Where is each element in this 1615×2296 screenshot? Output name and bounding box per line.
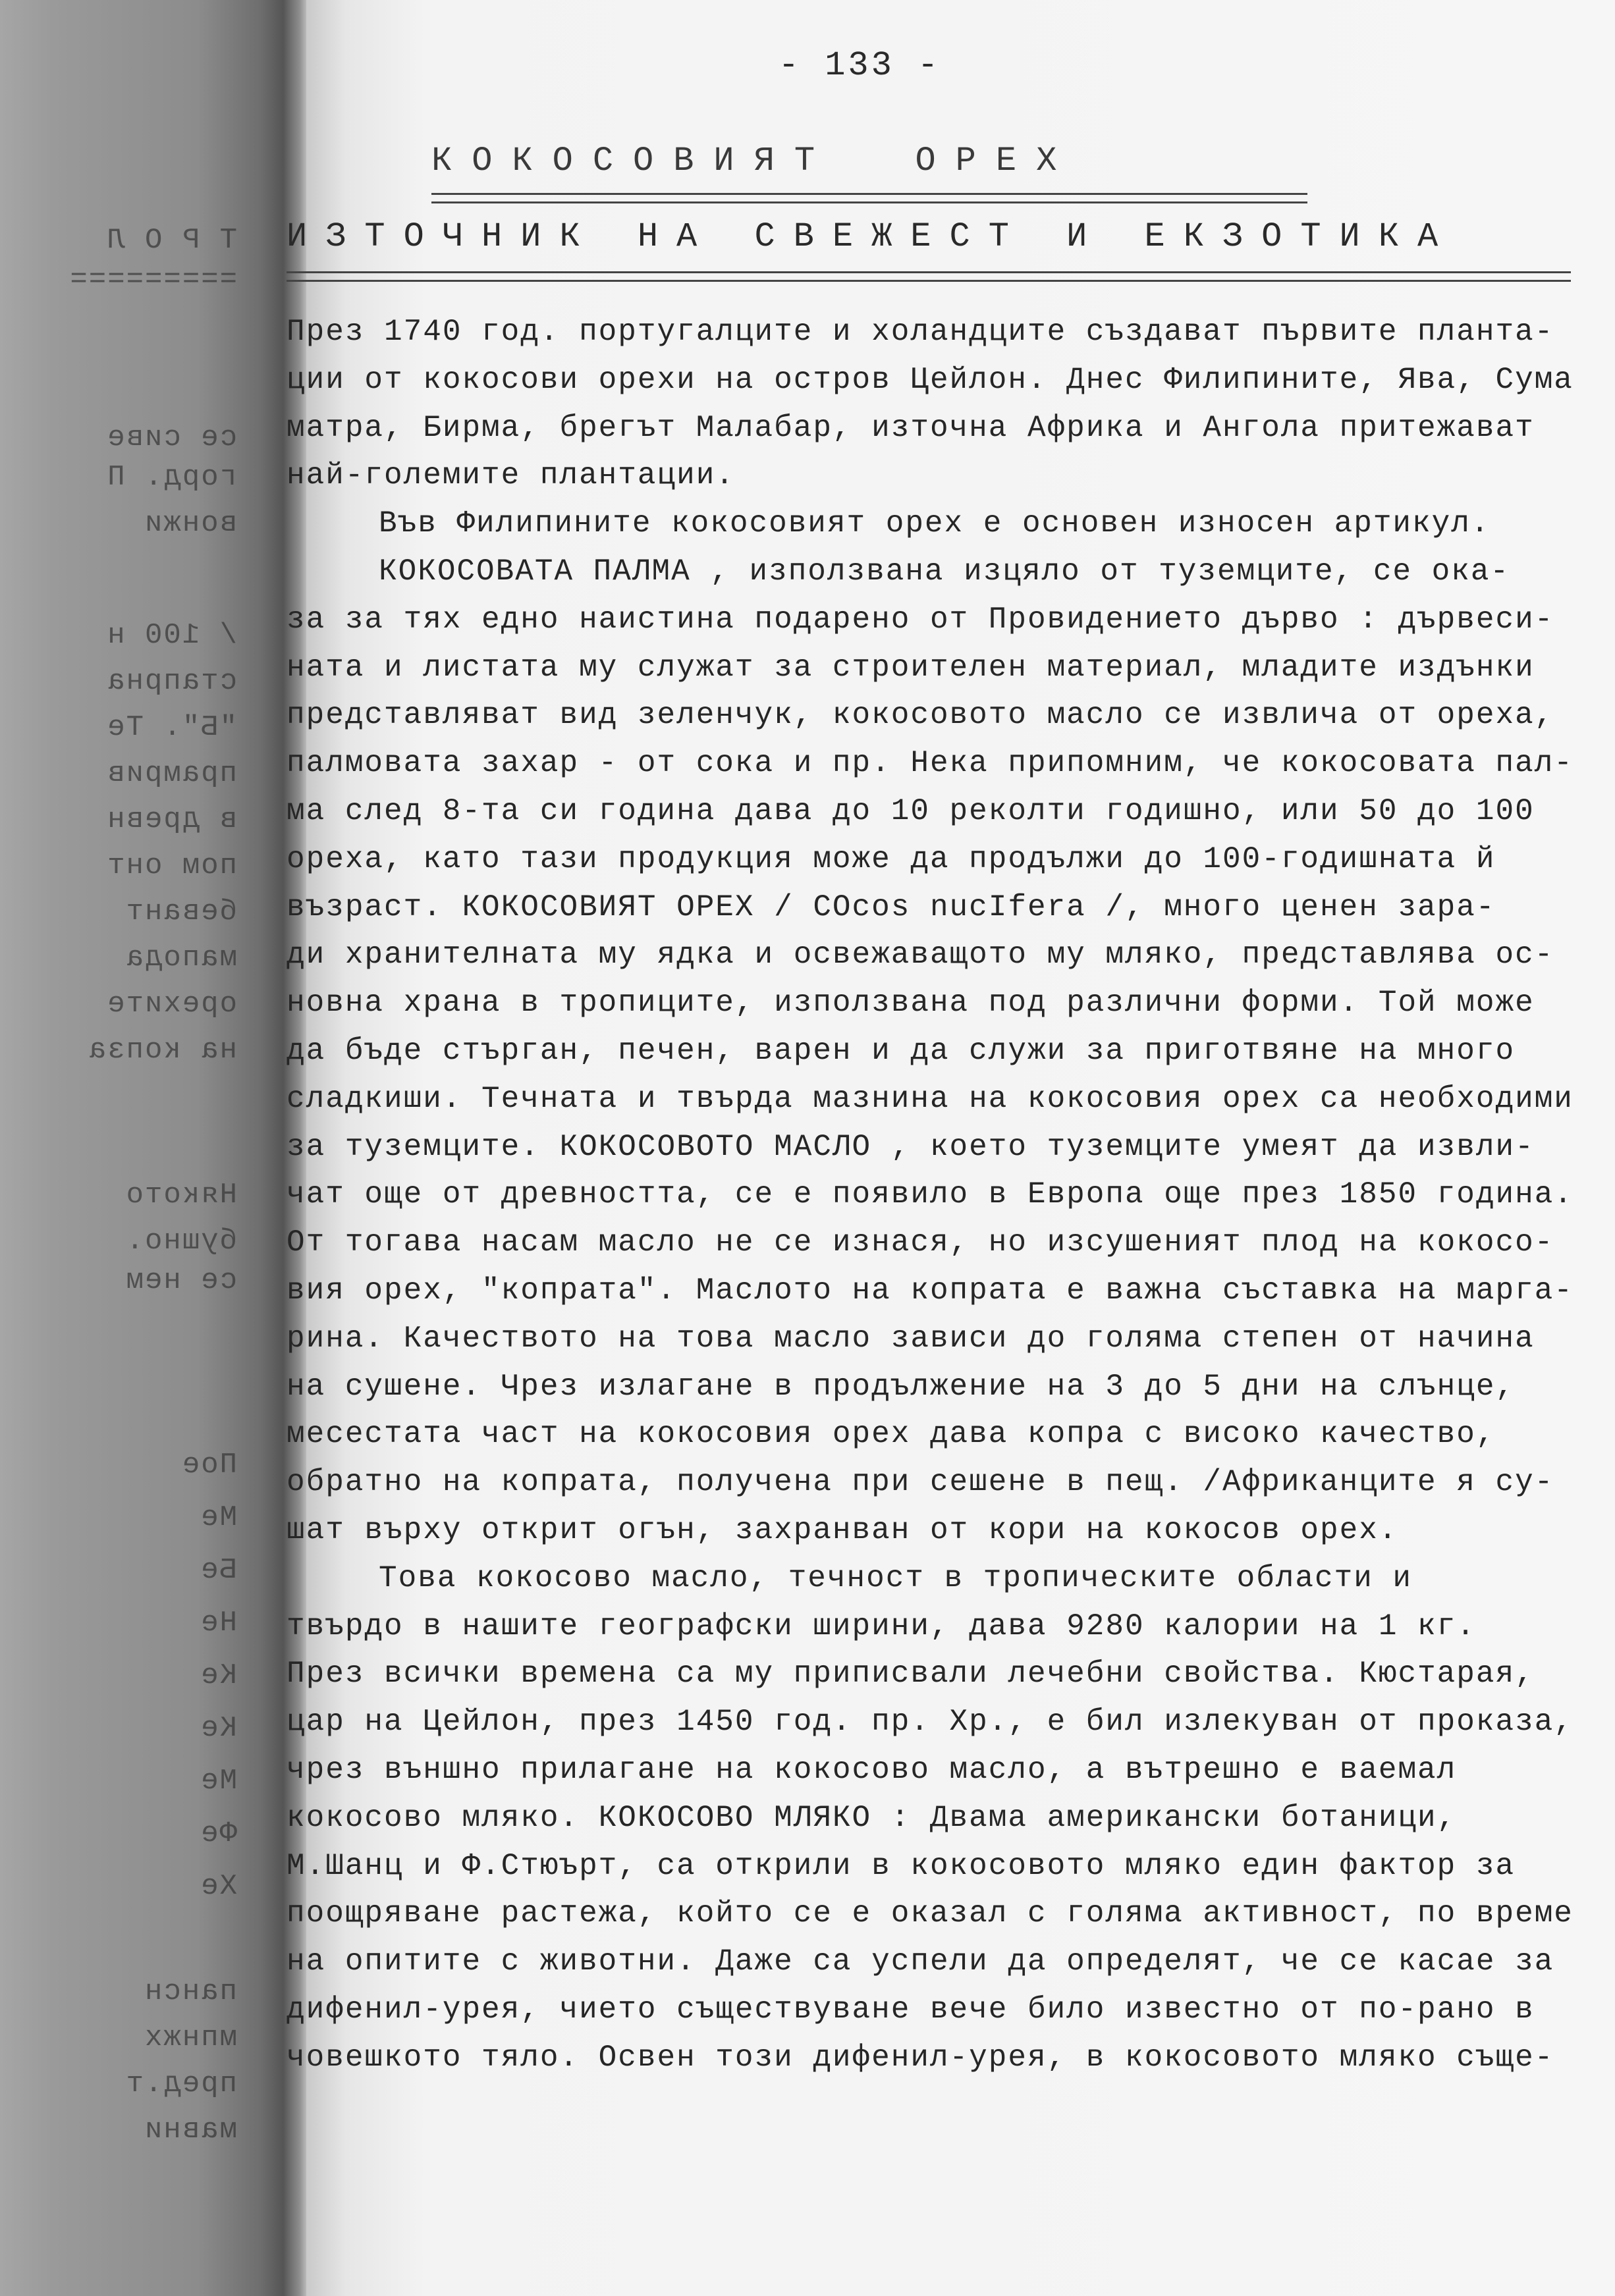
text-line: най-големите плантации. <box>287 458 735 493</box>
facing-text-line: Ке <box>200 1659 237 1692</box>
text-line: поощряване растежа, който се е оказал с голяма активност, по време <box>287 1896 1574 1931</box>
text-line: кокосово мляко. КОКОСОВО МЛЯКО : Двама американски ботаници, <box>287 1800 1457 1835</box>
facing-text-line: Не <box>200 1607 237 1640</box>
document-page <box>287 0 1615 2296</box>
text-line: чрез външно прилагане на кокосово масло, а вътрешно е ваемал <box>287 1752 1457 1787</box>
text-line: представляват вид зеленчук, кокосовото масло се извлича от ореха, <box>287 698 1554 733</box>
text-line: ната и листата му служат за строителен материал, младите издънки <box>287 650 1535 685</box>
facing-text-line: пансн <box>143 1975 237 2008</box>
facing-text-line: мпнжх <box>143 2021 237 2054</box>
text-line: възраст. КОКОСОВИЯТ ОРЕХ / COcos nucIfera /, много ценен зара- <box>287 890 1496 924</box>
body-text <box>287 308 1577 2081</box>
text-line: новна храна в тропиците, използвана под различни форми. Той може <box>287 986 1535 1021</box>
text-line: твърдо в нашите географски ширини, дава 9280 калории на 1 кг. <box>287 1609 1476 1643</box>
text-line: за туземците. КОКОСОВОТО МАСЛО , което туземците умеят да извли- <box>287 1129 1535 1164</box>
text-line: Във Филипините кокосовият орех е основен износен артикул. <box>379 506 1491 541</box>
text-line: От тогава насам масло не се изнася, но изсушеният плод на кокосо- <box>287 1225 1554 1260</box>
page-number: - 133 - <box>778 46 941 85</box>
facing-text-line: / 100 н <box>106 619 237 652</box>
text-line: рина. Качеството на това масло зависи до голяма степен от начина <box>287 1321 1535 1356</box>
text-line: Това кокосово масло, течност в тропическите области и <box>379 1561 1413 1595</box>
text-line: обратно на копрата, получена при сешене в пещ. /Африканците я су- <box>287 1465 1554 1500</box>
text-line: ди хранителната му ядка и освежаващото му мляко, представлява ос- <box>287 938 1554 973</box>
facing-text-line: се нем <box>124 1264 237 1297</box>
text-line: шат върху открит огън, захранван от кори на кокосов орех. <box>287 1512 1398 1547</box>
facing-text-line: Бе <box>200 1554 237 1587</box>
text-line: цар на Цейлон, през 1450 год. пр. Хр., е бил излекуван от проказа, <box>287 1705 1574 1740</box>
facing-text-line: орехите <box>106 988 237 1021</box>
text-line: да бъде стърган, печен, варен и да служи за приготвяне на много <box>287 1033 1516 1068</box>
title-line-2: ИЗТОЧНИК НА СВЕЖЕСТ И ЕКЗОТИКА <box>287 217 1457 256</box>
text-line: През всички времена са му приписвали лечебни свойства. Кюстарая, <box>287 1657 1535 1692</box>
text-line: палмовата захар - от сока и пр. Нека припомним, че кокосовата пал- <box>287 746 1574 781</box>
facing-text-line: горд. П <box>106 461 237 494</box>
title-underline-2 <box>287 271 1571 282</box>
title-line-1: КОКОСОВИЯТ ОРЕХ <box>431 142 1077 180</box>
text-line: на опитите с животни. Даже са успели да определят, че се касае за <box>287 1944 1554 1979</box>
text-line: През 1740 год. португалците и холандците създават първите планта- <box>287 315 1554 349</box>
text-line: ции от кокосови орехи на остров Цейлон. Днес Филипините, Ява, Сума <box>287 362 1574 397</box>
facing-text-line: вонжи <box>143 507 237 540</box>
text-line: М.Шанц и Ф.Стюърт, са открили в кокосовото мляко един фактор за <box>287 1848 1516 1883</box>
facing-text-line: ========= <box>68 263 237 296</box>
facing-text-line: прамрив <box>106 757 237 790</box>
facing-text-line: на копза <box>87 1034 237 1067</box>
text-line: месестата част на кокосовия орех дава копра с високо качество, <box>287 1417 1496 1452</box>
facing-text-line: в древн <box>106 803 237 836</box>
text-line: дифенил-урея, чието съществуване вече било известно от по-рано в <box>287 1992 1535 2027</box>
facing-text-line: Ме <box>200 1501 237 1534</box>
facing-text-line: мапода <box>124 942 237 974</box>
text-line: КОКОСОВАТА ПАЛМА , използвана изцяло от туземците, се ока- <box>379 554 1510 589</box>
facing-text-line: Т Р О Л <box>106 224 237 257</box>
text-line: матра, Бирма, брегът Малабар, източна Африка и Ангола притежават <box>287 410 1535 445</box>
facing-text-line: бевант <box>124 895 237 928</box>
facing-text-line: Пое <box>180 1449 237 1482</box>
facing-text-line: мавни <box>143 2114 237 2147</box>
text-line: вия орех, "копрата". Маслото на копрата е важна съставка на марга- <box>287 1273 1574 1308</box>
text-line: сладкиши. Течната и твърда мазнина на кокосовия орех са необходими <box>287 1081 1574 1116</box>
text-line: чат още от древността, се е появило в Европа още през 1850 година. <box>287 1177 1574 1212</box>
facing-page-fragment <box>0 0 263 2296</box>
facing-text-line: стапрна <box>106 665 237 698</box>
facing-text-line: Хе <box>200 1870 237 1903</box>
text-line: ореха, като тази продукция може да продължи до 100-годишната й <box>287 841 1496 876</box>
title-underline-1 <box>431 193 1307 203</box>
text-line: на сушене. Чрез излагане в продължение на 3 до 5 дни на слънце, <box>287 1369 1516 1404</box>
facing-text-line: Ме <box>200 1765 237 1798</box>
text-line: за за тях едно наистина подарено от Провидението дърво : дървеси- <box>287 602 1554 637</box>
facing-text-line: пред.т <box>124 2068 237 2100</box>
facing-text-line: се сиве <box>106 421 237 454</box>
facing-text-line: бушно. <box>124 1225 237 1258</box>
facing-text-line: Някото <box>124 1179 237 1212</box>
facing-text-line: Ке <box>200 1712 237 1745</box>
facing-text-line: "Б". Те <box>106 711 237 744</box>
text-line: ма след 8-та си година дава до 10 реколти годишно, или 50 до 100 <box>287 793 1535 828</box>
facing-text-line: пом онт <box>106 849 237 882</box>
text-line: човешкото тяло. Освен този дифенил-урея, в кокосовото мляко съще- <box>287 2040 1554 2075</box>
facing-text-line: Фе <box>200 1817 237 1850</box>
